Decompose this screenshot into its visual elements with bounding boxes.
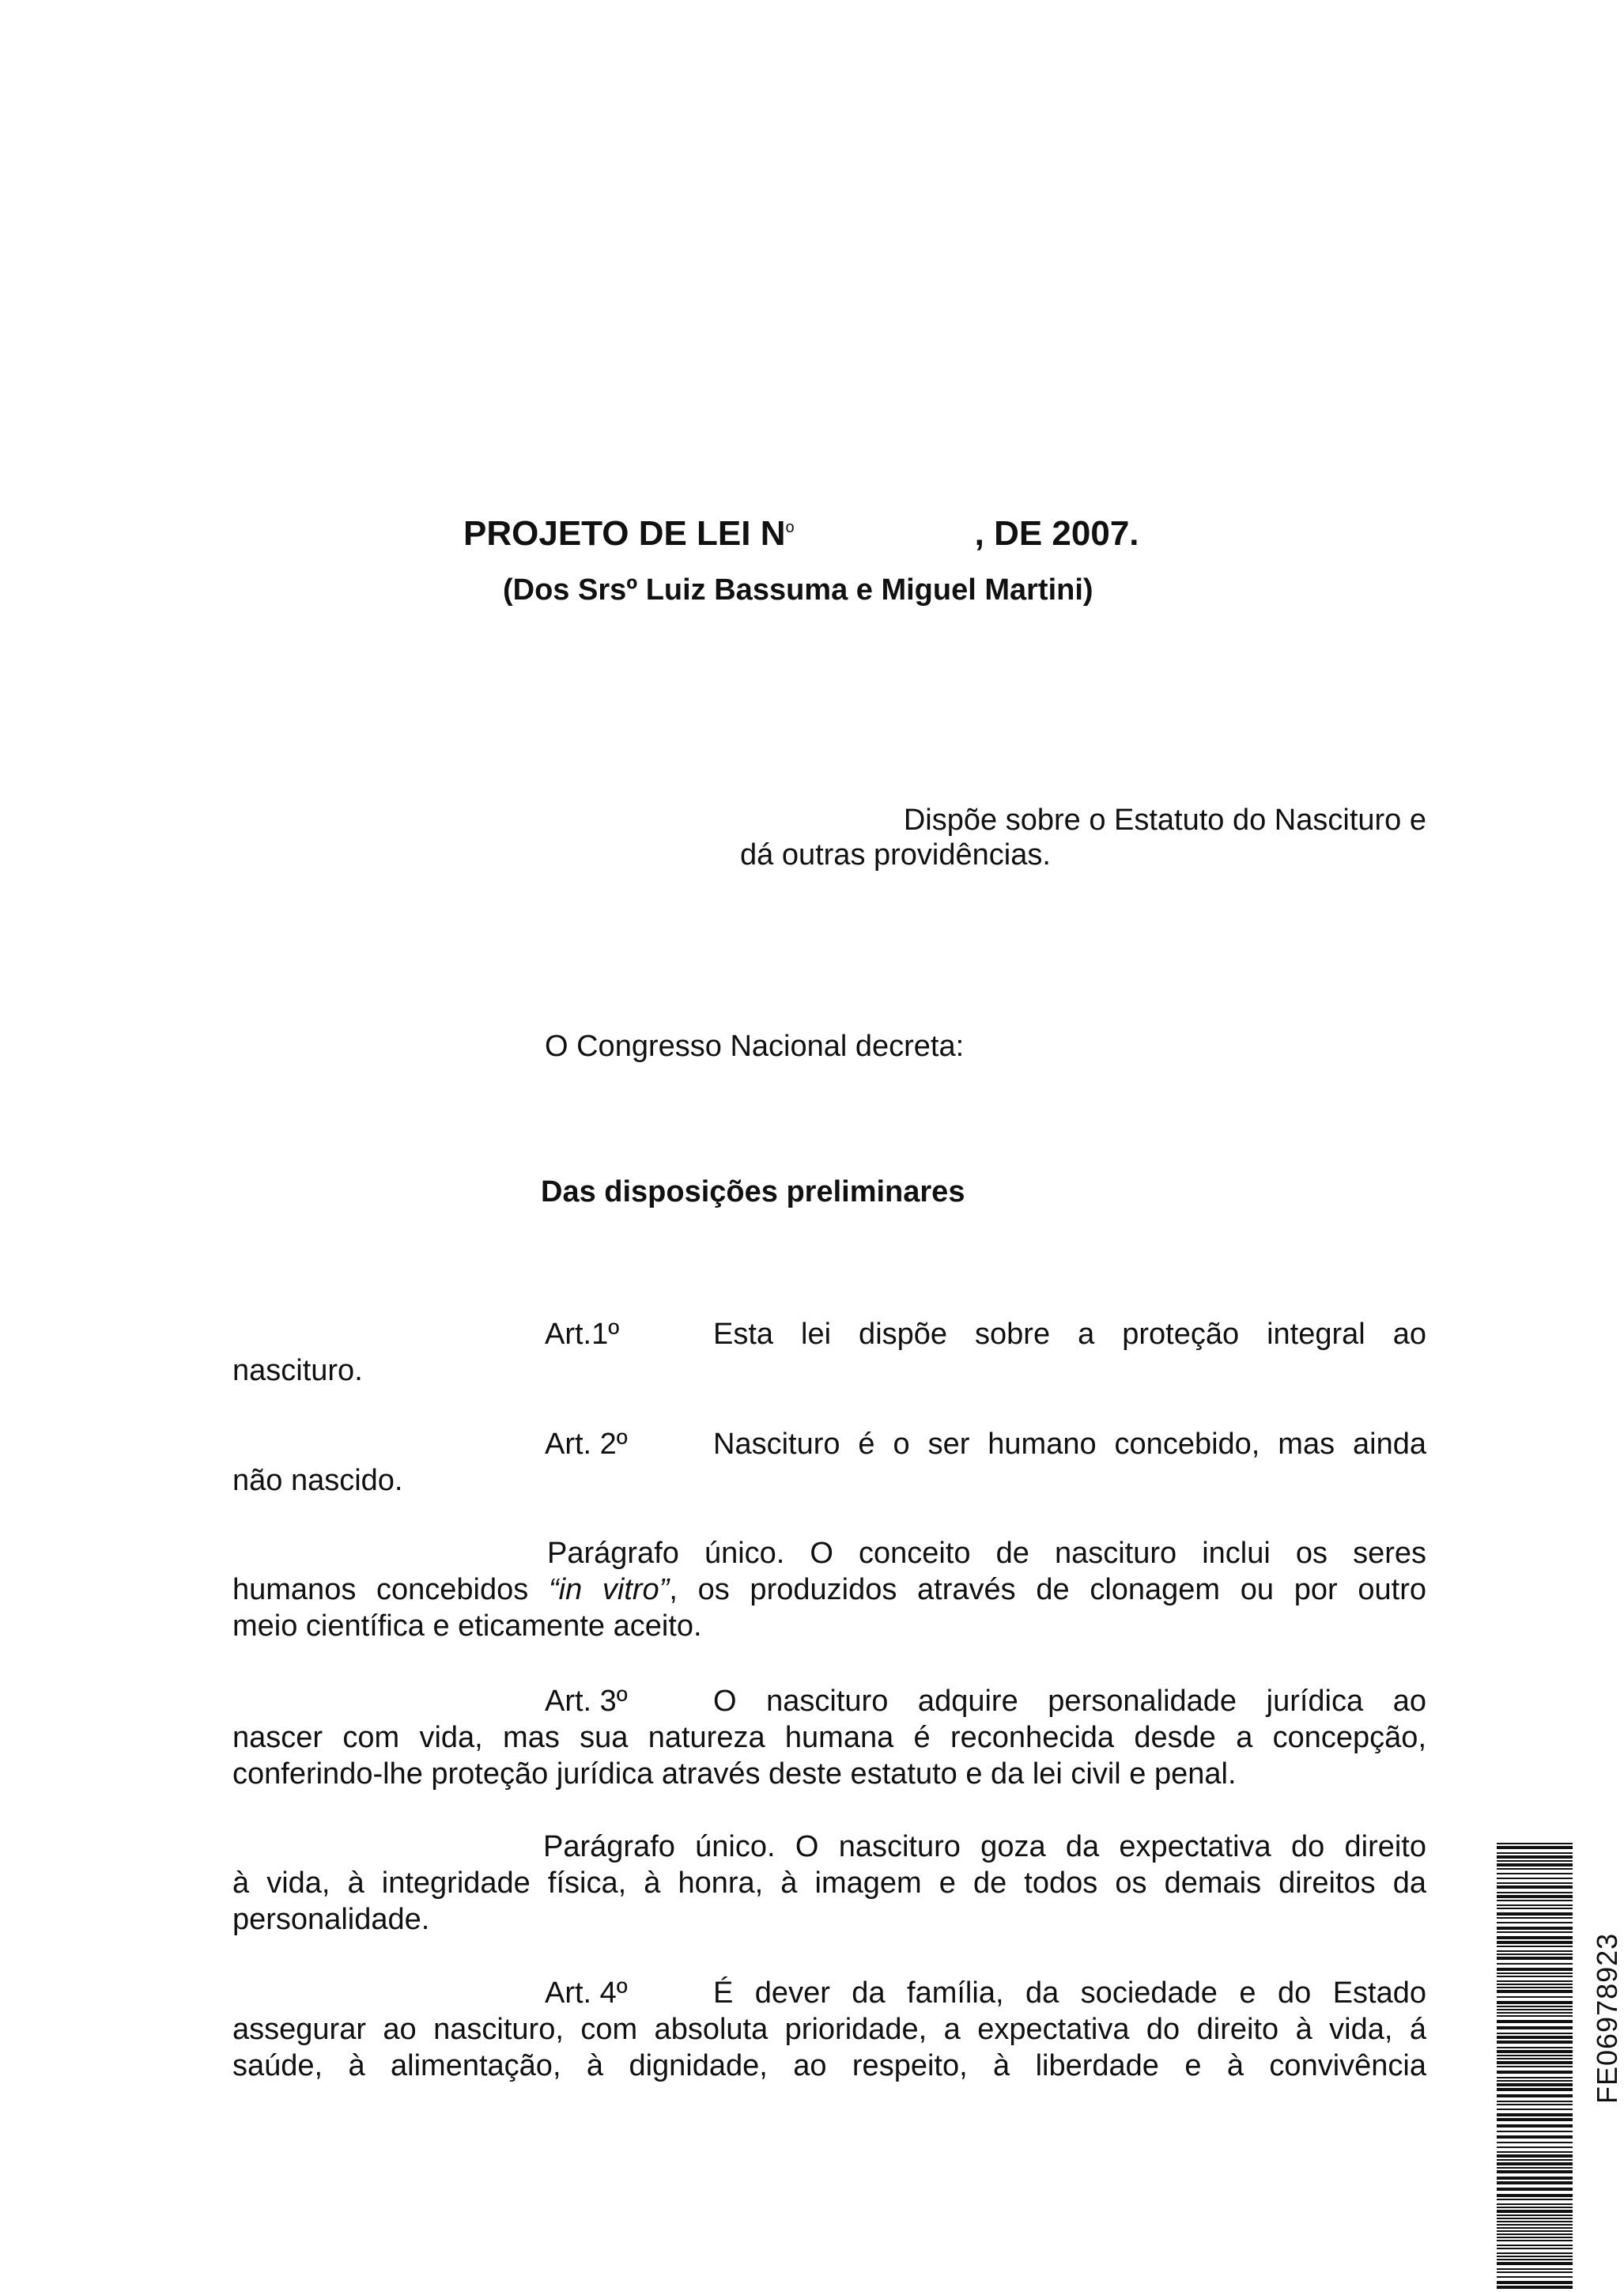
barcode-bar xyxy=(1497,2101,1573,2102)
barcode-bar xyxy=(1497,2203,1573,2205)
barcode-bar xyxy=(1497,2071,1573,2074)
article-1-text: Esta lei dispõe sobre a proteção integral ao xyxy=(713,1318,1426,1351)
article-4-line-3: saúde, à alimentação, à dignidade, ao respeito, à liberdade e à convivência xyxy=(232,2049,1426,2082)
barcode-bar xyxy=(1497,1868,1573,1870)
barcode-bar xyxy=(1497,1931,1573,1933)
section-title: Das disposições preliminares xyxy=(541,1175,965,1208)
barcode-bar xyxy=(1497,2061,1573,2064)
article-3-paragraph-line-3: personalidade. xyxy=(232,1903,430,1936)
article-3 xyxy=(232,1683,1426,1792)
barcode-bar xyxy=(1497,2036,1573,2039)
barcode-bar xyxy=(1497,1892,1573,1893)
article-2-text: Nascituro é o ser humano concebido, mas ainda xyxy=(713,1428,1426,1461)
barcode-bar xyxy=(1497,2094,1573,2097)
article-4-text: É dever da família, da sociedade e do Estado xyxy=(713,1976,1426,2010)
barcode-bar xyxy=(1497,1900,1573,1901)
barcode-bar xyxy=(1497,2047,1573,2048)
barcode-bar xyxy=(1497,2001,1573,2004)
barcode-bar xyxy=(1497,2262,1573,2265)
article-3-paragraph xyxy=(232,1829,1426,1938)
barcode-bar xyxy=(1497,1852,1573,1854)
in-vitro-term: “in vitro” xyxy=(548,1573,670,1606)
barcode-bar xyxy=(1497,2113,1573,2116)
barcode-bar xyxy=(1497,2224,1573,2226)
barcode-bar xyxy=(1497,1963,1573,1965)
barcode-bar xyxy=(1497,1927,1573,1930)
barcode-bar xyxy=(1497,2055,1573,2056)
article-2-continuation: não nascido. xyxy=(232,1464,403,1497)
article-1-continuation: nascituro. xyxy=(232,1354,363,1387)
article-2 xyxy=(232,1426,1426,1499)
barcode-bar xyxy=(1497,2230,1573,2232)
barcode-bar xyxy=(1497,1885,1573,1889)
barcode-bar xyxy=(1497,2177,1573,2180)
barcode-bar xyxy=(1497,1860,1573,1862)
barcode-bar xyxy=(1497,1912,1573,1916)
barcode-bar xyxy=(1497,2006,1573,2007)
article-2-paragraph-line-1: Parágrafo único. O conceito de nascituro inclui os seres xyxy=(547,1537,1426,1570)
barcode-bar xyxy=(1497,1846,1573,1849)
article-4 xyxy=(232,1975,1426,2084)
article-4-label: Art. 4º xyxy=(545,1976,628,2010)
barcode-bar xyxy=(1497,1968,1573,1971)
barcode-bar xyxy=(1497,2170,1573,2173)
barcode-bar xyxy=(1497,1953,1573,1955)
barcode-bar xyxy=(1497,2194,1573,2197)
article-3-line-2: nascer com vida, mas sua natureza humana é reconhecida desde a concepção, xyxy=(232,1721,1426,1754)
barcode-bar xyxy=(1497,2237,1573,2238)
barcode-bar xyxy=(1497,2218,1573,2219)
barcode-bar xyxy=(1497,2151,1573,2153)
barcode-bar xyxy=(1497,2109,1573,2110)
barcode-bar xyxy=(1497,2162,1573,2165)
ementa xyxy=(740,803,1426,872)
barcode-bar xyxy=(1497,2104,1573,2105)
barcode-bar xyxy=(1497,2167,1573,2169)
barcode-bar xyxy=(1497,1984,1573,1985)
barcode-bar xyxy=(1497,1996,1573,1998)
article-2-paragraph xyxy=(232,1535,1426,1644)
barcode-bar xyxy=(1497,2181,1573,2184)
barcode-bar xyxy=(1497,1936,1573,1939)
barcode-bar xyxy=(1497,2040,1573,2044)
barcode-bar xyxy=(1497,1976,1573,1977)
barcode-bar xyxy=(1497,2009,1573,2010)
barcode-bar xyxy=(1497,2135,1573,2139)
barcode-bar xyxy=(1497,2240,1573,2241)
barcode-bar xyxy=(1497,1843,1573,1844)
barcode-bar xyxy=(1497,2281,1573,2284)
barcode-bar xyxy=(1497,2066,1573,2067)
article-3-paragraph-line-1: Parágrafo único. O nascituro goza da expectativa do direito xyxy=(543,1830,1426,1863)
article-3-text: O nascituro adquire personalidade jurídica ao xyxy=(713,1685,1426,1718)
barcode-bar xyxy=(1497,2221,1573,2222)
barcode-bar xyxy=(1497,2268,1573,2270)
barcode-bar xyxy=(1497,1855,1573,1859)
barcode-bar xyxy=(1497,1895,1573,1898)
barcode-bar xyxy=(1497,1972,1573,1974)
barcode-bar xyxy=(1497,2188,1573,2191)
barcode-bar xyxy=(1497,1873,1573,1874)
barcode-bar xyxy=(1497,1878,1573,1879)
barcode-bar xyxy=(1497,2233,1573,2235)
barcode-bar xyxy=(1497,1882,1573,1884)
article-2-label: Art. 2º xyxy=(545,1428,628,1461)
barcode-bar xyxy=(1497,1980,1573,1982)
barcode-bar xyxy=(1497,2083,1573,2086)
bill-title-suffix: , DE 2007. xyxy=(974,514,1139,553)
barcode-bar xyxy=(1497,2088,1573,2091)
barcode-bar xyxy=(1497,2154,1573,2158)
barcode-bar xyxy=(1497,2276,1573,2278)
bill-title-prefix: PROJETO DE LEI N xyxy=(463,514,786,553)
barcode-bar xyxy=(1497,2286,1573,2289)
barcode-bar xyxy=(1497,1950,1573,1952)
barcode-bar xyxy=(1497,2026,1573,2029)
bill-title xyxy=(463,514,1139,554)
ementa-line-2: dá outras providências. xyxy=(740,838,1051,872)
barcode-bar xyxy=(1497,2015,1573,2017)
barcode-bar xyxy=(1497,1987,1573,1988)
barcode-bar xyxy=(1497,1863,1573,1867)
barcode-bar xyxy=(1497,2077,1573,2078)
barcode-bar xyxy=(1497,1957,1573,1960)
article-1-label: Art.1º xyxy=(545,1318,620,1351)
article-3-paragraph-line-2: à vida, à integridade física, à honra, à imagem e de todos os demais direitos da xyxy=(232,1867,1426,1900)
barcode-bar xyxy=(1497,2210,1573,2213)
barcode-bar xyxy=(1497,1941,1573,1944)
barcode-bar xyxy=(1497,2159,1573,2161)
article-3-label: Art. 3º xyxy=(545,1685,628,1718)
barcode xyxy=(1497,1843,1573,2292)
barcode-bar xyxy=(1497,1908,1573,1909)
barcode-bar xyxy=(1497,2080,1573,2082)
barcode-bar xyxy=(1497,1904,1573,1906)
barcode-bar xyxy=(1497,2058,1573,2059)
barcode-bar xyxy=(1497,1990,1573,1993)
barcode-bar xyxy=(1497,2020,1573,2023)
barcode-bar xyxy=(1497,2271,1573,2273)
ementa-line-1: Dispõe sobre o Estatuto do Nascituro e xyxy=(903,804,1426,837)
barcode-bar xyxy=(1497,2146,1573,2148)
bill-title-number-sign: o xyxy=(785,519,795,536)
article-2-paragraph-line-2: humanos concebidos “in vitro”, os produzidos através de clonagem ou por outro xyxy=(232,1573,1426,1606)
barcode-bar xyxy=(1497,2227,1573,2229)
barcode-bar xyxy=(1497,1922,1573,1923)
barcode-bar xyxy=(1497,1917,1573,1919)
article-3-line-3: conferindo-lhe proteção jurídica através deste estatuto e da lei civil e penal. xyxy=(232,1757,1237,1791)
barcode-code: FE06978923 xyxy=(1591,1932,1623,2104)
barcode-bar xyxy=(1497,2214,1573,2216)
barcode-bar xyxy=(1497,2252,1573,2254)
barcode-bar xyxy=(1497,2245,1573,2246)
barcode-bar xyxy=(1497,2207,1573,2208)
barcode-bar xyxy=(1497,2142,1573,2143)
barcode-bar xyxy=(1497,1946,1573,1947)
article-2-paragraph-line-3: meio científica e eticamente aceito. xyxy=(232,1609,702,1643)
barcode-bar xyxy=(1497,2033,1573,2034)
barcode-bar xyxy=(1497,2124,1573,2127)
barcode-bar xyxy=(1497,2012,1573,2014)
article-1 xyxy=(232,1316,1426,1389)
barcode-bar xyxy=(1497,2118,1573,2121)
barcode-bar xyxy=(1497,2199,1573,2200)
barcode-bar xyxy=(1497,2248,1573,2249)
article-4-line-2: assegurar ao nascituro, com absoluta prioridade, a expectativa do direito à vida, á xyxy=(232,2013,1426,2046)
barcode-bar xyxy=(1497,2256,1573,2257)
barcode-bar xyxy=(1497,2131,1573,2132)
preamble: O Congresso Nacional decreta: xyxy=(545,1030,965,1063)
barcode-bar xyxy=(1497,2050,1573,2053)
barcode-bar xyxy=(1497,2259,1573,2260)
bill-authors: (Dos Srsº Luiz Bassuma e Miguel Martini) xyxy=(503,573,1093,607)
